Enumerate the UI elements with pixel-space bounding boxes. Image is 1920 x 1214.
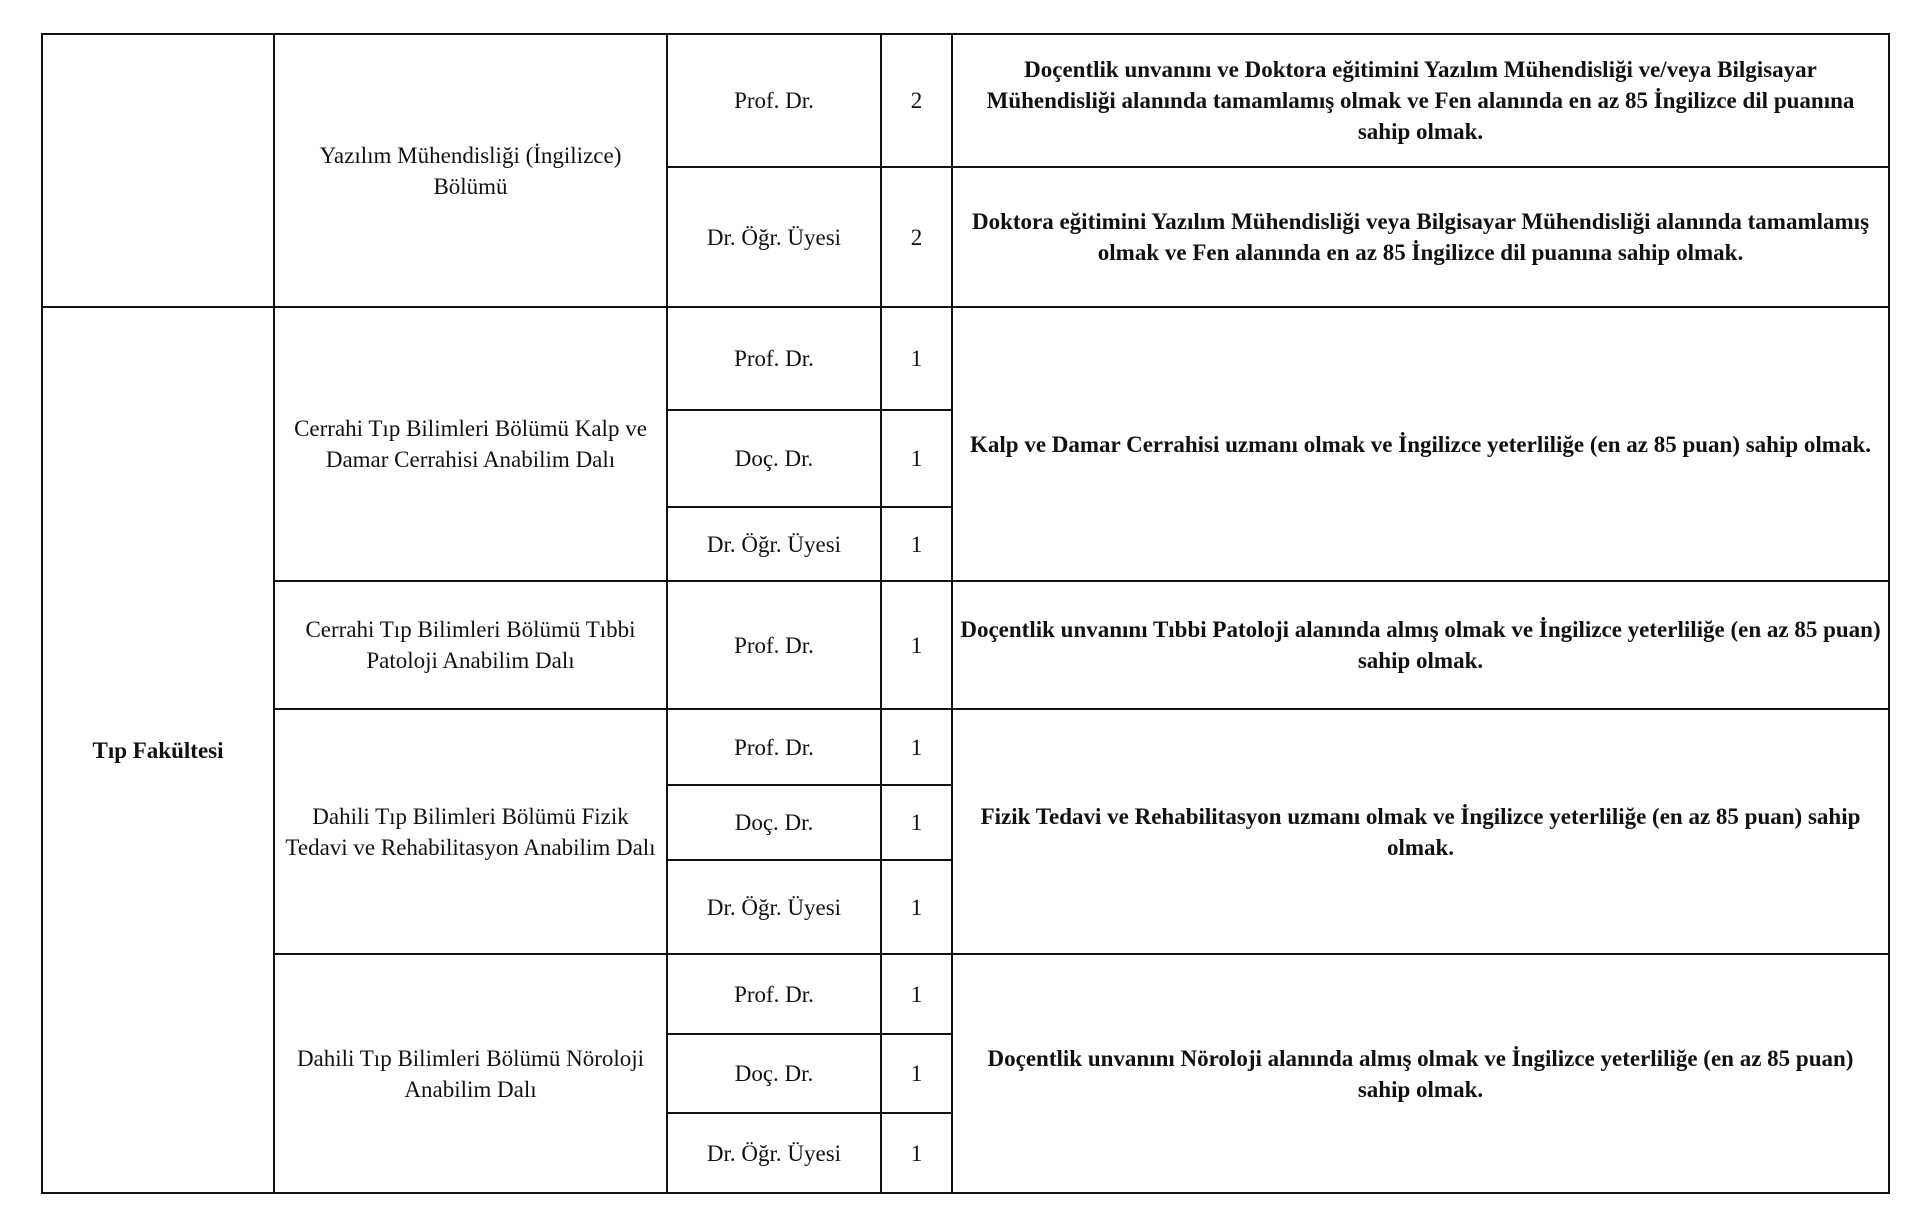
count-cell: 1 [880, 580, 953, 710]
title-cell: Dr. Öğr. Üyesi [666, 506, 882, 582]
count-cell: 2 [880, 166, 953, 308]
requirement-cell: Fizik Tedavi ve Rehabilitasyon uzmanı olmak ve İngilizce yeterliliğe (en az 85 puan) sahip olmak. [951, 708, 1890, 955]
title-cell: Doç. Dr. [666, 409, 882, 508]
title-cell: Dr. Öğr. Üyesi [666, 859, 882, 955]
count-cell: 2 [880, 33, 953, 168]
title-cell: Prof. Dr. [666, 306, 882, 411]
count-cell: 1 [880, 708, 953, 786]
count-cell: 1 [880, 953, 953, 1035]
faculty-cell: Tıp Fakültesi [41, 306, 275, 1194]
department-cell: Dahili Tıp Bilimleri Bölümü Nöroloji Anabilim Dalı [273, 953, 668, 1194]
title-cell: Doç. Dr. [666, 1033, 882, 1114]
faculty-cell-previous [41, 33, 275, 308]
requirement-cell: Kalp ve Damar Cerrahisi uzmanı olmak ve İngilizce yeterliliğe (en az 85 puan) sahip olmak. [951, 306, 1890, 582]
requirement-cell: Doçentlik unvanını Nöroloji alanında almış olmak ve İngilizce yeterliliğe (en az 85 puan) sahip olmak. [951, 953, 1890, 1194]
department-cell: Yazılım Mühendisliği (İngilizce) Bölümü [273, 33, 668, 308]
count-cell: 1 [880, 784, 953, 861]
requirement-cell: Doktora eğitimini Yazılım Mühendisliği veya Bilgisayar Mühendisliği alanında tamamlamış olmak ve Fen alanında en az 85 İngilizce dil puanına sahip olmak. [951, 166, 1890, 308]
title-cell: Prof. Dr. [666, 33, 882, 168]
title-cell: Prof. Dr. [666, 580, 882, 710]
department-cell: Dahili Tıp Bilimleri Bölümü Fizik Tedavi ve Rehabilitasyon Anabilim Dalı [273, 708, 668, 955]
title-cell: Doç. Dr. [666, 784, 882, 861]
requirement-cell: Doçentlik unvanını Tıbbi Patoloji alanında almış olmak ve İngilizce yeterliliğe (en az 85 puan) sahip olmak. [951, 580, 1890, 710]
title-cell: Dr. Öğr. Üyesi [666, 166, 882, 308]
count-cell: 1 [880, 409, 953, 508]
title-cell: Prof. Dr. [666, 708, 882, 786]
count-cell: 1 [880, 859, 953, 955]
title-cell: Prof. Dr. [666, 953, 882, 1035]
department-cell: Cerrahi Tıp Bilimleri Bölümü Kalp ve Damar Cerrahisi Anabilim Dalı [273, 306, 668, 582]
requirement-cell: Doçentlik unvanını ve Doktora eğitimini Yazılım Mühendisliği ve/veya Bilgisayar Mühendisliği alanında tamamlamış olmak ve Fen alanında en az 85 İngilizce dil puanına sahip olmak. [951, 33, 1890, 168]
title-cell: Dr. Öğr. Üyesi [666, 1112, 882, 1194]
count-cell: 1 [880, 306, 953, 411]
count-cell: 1 [880, 506, 953, 582]
count-cell: 1 [880, 1033, 953, 1114]
count-cell: 1 [880, 1112, 953, 1194]
department-cell: Cerrahi Tıp Bilimleri Bölümü Tıbbi Patoloji Anabilim Dalı [273, 580, 668, 710]
